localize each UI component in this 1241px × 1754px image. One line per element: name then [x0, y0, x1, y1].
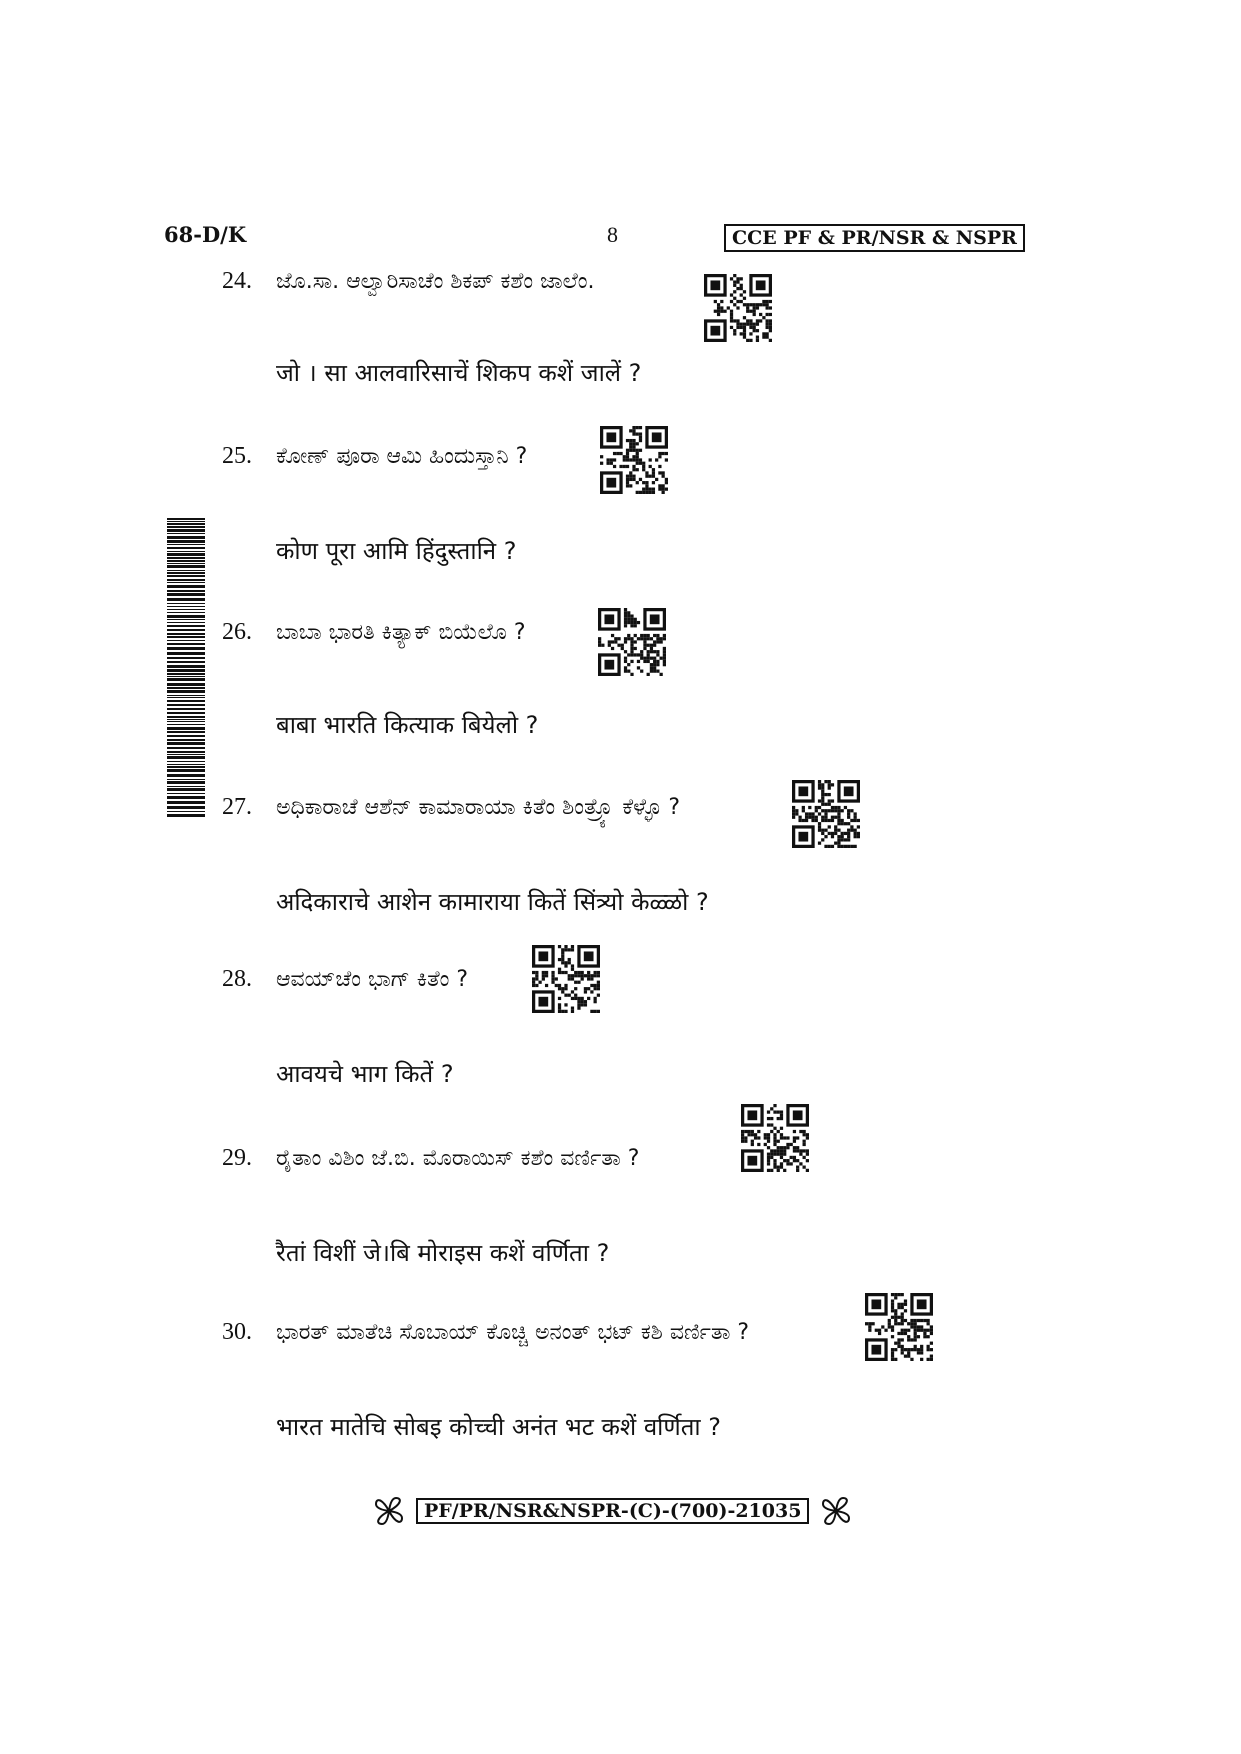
footer [372, 1494, 853, 1528]
ornament-icon [819, 1494, 853, 1528]
question-text-kannada: ಅಧಿಕಾರಾಚೆ ಆಶೆನ್ ಕಾಮಾರಾಯಾ ಕಿತೆಂ ಶಿಂತ್ರ್ಯೊ ಕೆಳ್ಳೊ ? [276, 795, 681, 820]
question-text-devanagari: आवयचे भाग कितें ? [276, 1060, 454, 1088]
qr-code-icon [741, 1104, 809, 1172]
question-text-kannada: ರೈತಾಂ ವಿಶಿಂ ಜೆ.ಬಿ. ಮೊರಾಯಿಸ್ ಕಶೆಂ ವರ್ಣಿತಾ ? [276, 1146, 640, 1171]
question-26 [222, 619, 526, 646]
question-28 [222, 966, 468, 993]
question-text-devanagari: बाबा भारति कित्याक बियेलो ? [276, 711, 539, 739]
question-number: 26. [222, 619, 252, 645]
question-text-kannada: ಬಾಬಾ ಭಾರತಿ ಕಿತ್ಯಾಕ್ ಬಿಯೆಲೊ ? [276, 620, 526, 645]
footer-code: PF/PR/NSR&NSPR-(C)-(700)-21035 [416, 1498, 809, 1524]
question-text-devanagari: भारत मातेचि सोबइ कोच्ची अनंत भट कशें वर्णिता ? [276, 1413, 722, 1441]
barcode-icon [167, 518, 205, 818]
question-24 [222, 268, 595, 295]
question-number: 30. [222, 1319, 252, 1345]
qr-code-icon [532, 945, 600, 1013]
question-text-devanagari: कोण पूरा आमि हिंदुस्तानि ? [276, 537, 517, 565]
qr-code-icon [792, 780, 860, 848]
qr-code-icon [704, 274, 772, 342]
question-number: 27. [222, 794, 252, 820]
ornament-icon [372, 1494, 406, 1528]
page-number: 8 [607, 222, 618, 247]
question-number: 29. [222, 1145, 252, 1171]
question-number: 24. [222, 268, 252, 294]
header-code-right: CCE PF & PR/NSR & NSPR [724, 224, 1025, 252]
question-text-kannada: ಜೊ.ಸಾ. ಆಲ್ವಾರಿಸಾಚೆಂ ಶಿಕಪ್ ಕಶೆಂ ಜಾಲೆಂ. [276, 269, 595, 294]
question-text-kannada: ಭಾರತ್ ಮಾತೆಚಿ ಸೊಬಾಯ್ ಕೊಚ್ಚಿ ಅನಂತ್ ಭಟ್ ಕಶಿ ವರ್ಣಿತಾ ? [276, 1320, 750, 1345]
question-30 [222, 1319, 749, 1346]
qr-code-icon [600, 426, 668, 494]
question-29 [222, 1145, 639, 1172]
question-25 [222, 443, 527, 470]
qr-code-icon [598, 608, 666, 676]
qr-code-icon [865, 1293, 933, 1361]
question-text-kannada: ಆವಯ್‌ಚೆಂ ಭಾಗ್ ಕಿತೆಂ ? [276, 967, 469, 992]
question-text-devanagari: जो । सा आलवारिसाचें शिकप कशें जालें ? [276, 359, 642, 387]
question-27 [222, 794, 680, 821]
question-text-devanagari: रैतां विशीं जे।बि मोराइस कशें वर्णिता ? [276, 1239, 610, 1267]
question-number: 25. [222, 443, 252, 469]
question-number: 28. [222, 966, 252, 992]
header-code-left: 68-D/K [164, 222, 247, 247]
question-text-kannada: ಕೋಣ್ ಪೂರಾ ಆಮಿ ಹಿಂದುಸ್ತಾನಿ ? [276, 444, 528, 469]
question-text-devanagari: अदिकाराचे आशेन कामाराया कितें सिंत्र्यो केळ्ळो ? [276, 888, 709, 916]
